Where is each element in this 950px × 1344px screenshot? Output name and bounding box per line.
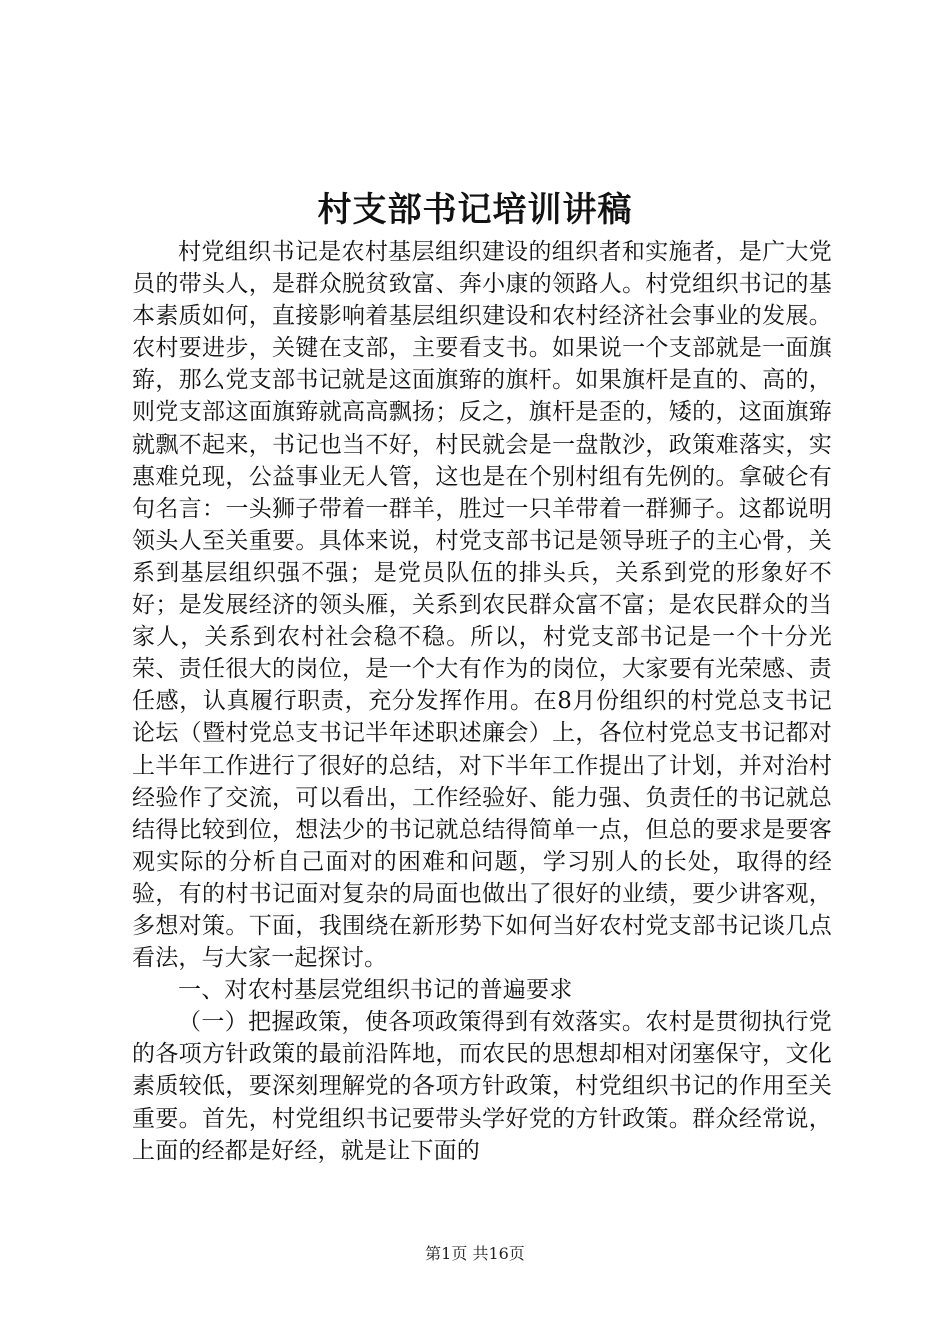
section-heading: 一、对农村基层党组织书记的普遍要求 (178, 977, 573, 1004)
paragraph-intro: 村党组织书记是农村基层组织建设的组织者和实施者，是广大党员的带头人，是群众脱贫致富、奔小康的领路人。村党组织书记的基本素质如何，直接影响着基层组织建设和农村经济社会事业的发展。农村要进步，关键在支部，主要看支书。如果说一个支部就是一面旗臶，那么党支部书记就是这面旗臶的旗杆。如果旗杆是直的、高的，则党支部这面旗臶就高高飘扬；反之，旗杆是歪的，矮的，这面旗臶就飘不起来，书记也当不好，村民就会是一盘散沙，政策难落实，实惠难兑现，公益事业无人管，这也是在个别村组有先例的。拿破仑有句名言：一头狮子带着一群羊，胜过一只羊带着一群狮子。这都说明领头人至关重要。具体来说，村党支部书记是领导班子的主心骨，关系到基层组织强不强；是党员队伍的排头兵，关系到党的形象好不好；是发展经济的领头雁，关系到农民群众富不富；是农民群众的当家人，关系到农村社会稳不稳。所以，村党支部书记是一个十分光荣、责任很大的岗位，是一个大有作为的岗位，大家要有光荣感、责任感，认真履行职责，充分发挥作用。在8月份组织的村党总支书记论坛（暨村党总支书记半年述职述廉会）上，各位村党总支书记都对上半年工作进行了很好的总结，对下半年工作提出了计划，并对治村经验作了交流，可以看出，工作经验好、能力强、负责任的书记就总结得比较到位，想法少的书记就总结得简单一点，但总的要求是要客观实际的分析自己面对的困难和问题，学习别人的长处，取得的经验，有的村书记面对复杂的局面也做出了很好的业绩，要少讲客观，多想对策。下面，我围绕在新形势下如何当好农村党支部书记谈几点看法，与大家一起探讨。 (132, 239, 832, 972)
page-number-footer: 第1页 共16页 (425, 1244, 525, 1263)
document-body (132, 236, 832, 1167)
paragraph-subsection-1: （一）把握政策，使各项政策得到有效落实。农村是贯彻执行党的各项方针政策的最前沿阵地，而农民的思想却相对闭塞保守，文化素质较低，要深刻理解党的各项方针政策，村党组织书记的作用至关重要。首先，村党组织书记要带头学好党的方针政策。群众经常说，上面的经都是好经，就是让下面的 (132, 1009, 832, 1164)
document-title: 村支部书记培训讲稿 (317, 190, 633, 230)
